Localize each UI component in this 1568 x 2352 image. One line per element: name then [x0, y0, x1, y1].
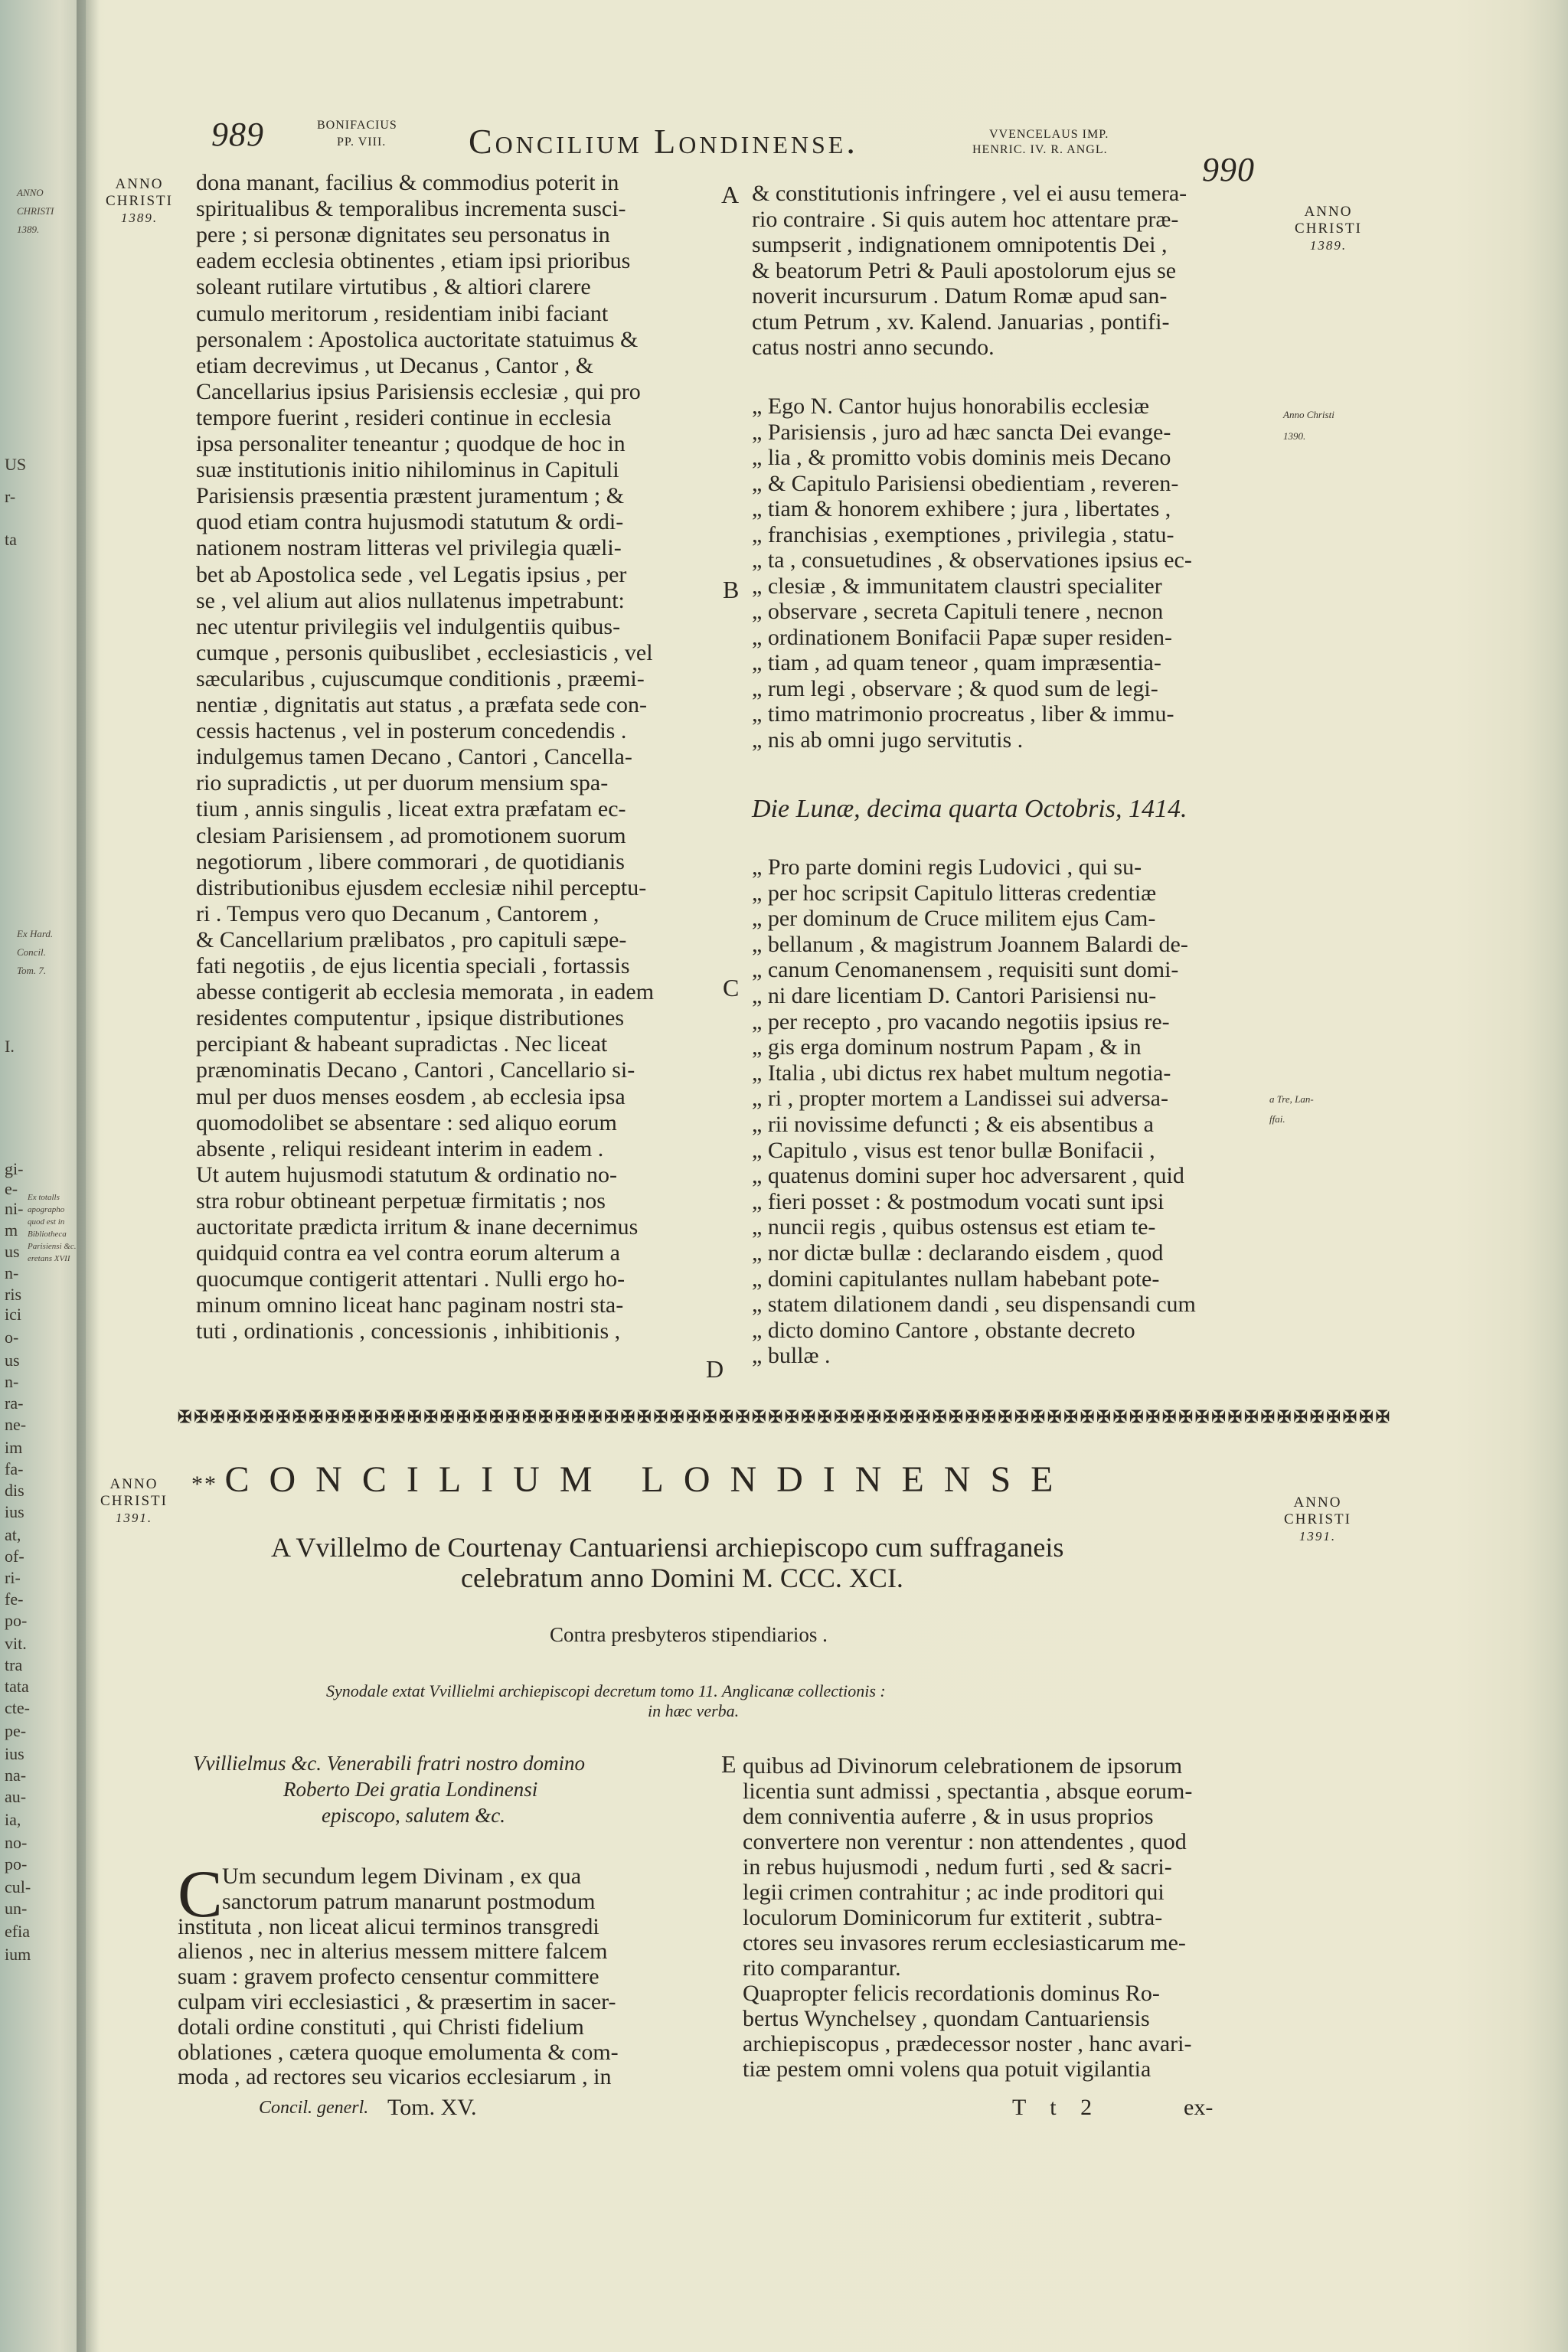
text-line: quomodolibet se absentare : sed aliquo eorum — [196, 1109, 617, 1135]
text-line: in rebus hujusmodi , nedum furti , sed & sacri- — [743, 1854, 1172, 1880]
page-number-left: 989 — [211, 116, 264, 153]
text-line: convertere non verentur : non attendentes , quod — [743, 1829, 1187, 1854]
text-line: culpam viri ecclesiastici , & præsertim in sacer- — [178, 1989, 616, 2014]
text-line: prænominatis Decano , Cantori , Cancellario si- — [196, 1057, 635, 1083]
text-line: „ fieri posset : & postmodum vocati sunt ipsi — [752, 1188, 1165, 1214]
text-line: sæcularibus , cujuscumque conditionis , præemi- — [196, 665, 645, 691]
letter-salutation-2: Roberto Dei gratia Londinensi — [283, 1778, 538, 1801]
text-line: quibus ad Divinorum celebrationem de ipsorum — [743, 1753, 1183, 1779]
margin-note-year: 1390. — [1283, 430, 1306, 442]
section-letter-b: B — [723, 576, 740, 603]
text-line: licentia sunt admissi , spectantia , absque eorum- — [743, 1779, 1193, 1804]
text-line: ctum Petrum , xv. Kalend. Januarias , pontifi- — [752, 309, 1170, 335]
text-line: „ ri , propter mortem a Landissei sui adversa- — [752, 1086, 1168, 1112]
text-line: „ per dominum de Cruce militem ejus Cam- — [752, 906, 1156, 932]
facing-page-fragment: at, — [5, 1525, 21, 1544]
facing-page-fragment: tata — [5, 1677, 29, 1696]
catchword: ex- — [1184, 2095, 1214, 2120]
text-line: nationem nostram litteras vel privilegia quæli- — [196, 535, 622, 561]
text-line: „ lia , & promitto vobis dominis meis Decano — [752, 445, 1171, 470]
facing-page-fragment: na- — [5, 1766, 27, 1785]
text-line: „ observare , secreta Capituli tenere , necnon — [752, 599, 1164, 624]
facing-page-fragment: gi- — [5, 1159, 24, 1178]
text-line: residentes computentur , ipsique distributiones — [196, 1005, 625, 1031]
text-line: „ canum Cenomanensem , requisiti sunt domi- — [752, 957, 1179, 983]
ornament-rule: ✠✠✠✠✠✠✠✠✠✠✠✠✠✠✠✠✠✠✠✠✠✠✠✠✠✠✠✠✠✠✠✠✠✠✠✠✠✠✠✠✠✠✠✠✠✠✠✠✠✠✠✠✠✠✠✠✠✠✠✠✠✠✠✠✠✠✠✠✠✠✠✠✠✠ — [178, 1407, 1393, 1426]
facing-page-fragment: po- — [5, 1611, 28, 1630]
facing-page-fragment: po- — [5, 1854, 28, 1873]
text-line: „ tiam , ad quam teneor , quam impræsentia- — [752, 650, 1161, 675]
letter-salutation-3: episcopo, salutem &c. — [322, 1804, 505, 1827]
council-title — [191, 1459, 1263, 1501]
facing-page-fragment: pe- — [5, 1721, 27, 1740]
text-line: ipsa personaliter teneantur ; quodque de hoc in — [196, 431, 626, 456]
margin-anno-right — [1286, 204, 1370, 254]
facing-page-fragment: ANNO — [17, 187, 44, 198]
footer-tome: Tom. XV. — [387, 2095, 477, 2120]
council-title-mark: ** — [191, 1472, 225, 1497]
text-line: personalem : Apostolica auctoritate statuimus & — [196, 326, 639, 352]
text-line: „ rii novissime defuncti ; & eis absentibus a — [752, 1112, 1154, 1137]
text-line: catus nostri anno secundo. — [752, 335, 995, 360]
text-line: „ Capitulo , visus est tenor bullæ Bonifacii , — [752, 1137, 1155, 1163]
facing-page-fragment: cte- — [5, 1698, 30, 1717]
synodal-note-1: Synodale extat Vvillielmi archiepiscopi decretum tomo 11. Anglicanæ collectionis : — [326, 1681, 886, 1700]
header-pope: BONIFACIUS — [317, 119, 397, 132]
facing-page-note: Bibliotheca — [28, 1230, 67, 1239]
text-line: ri . Tempus vero quo Decanum , Cantorem , — [196, 900, 599, 926]
margin-anno-word: ANNO — [1304, 204, 1353, 220]
text-line: oblationes , cætera quoque emolumenta & com- — [178, 2039, 619, 2065]
text-line: mul per duos menses eosdem , ab ecclesia ipsa — [196, 1083, 626, 1109]
text-line: „ ta , consuetudines , & observationes ipsius ec- — [752, 547, 1192, 573]
text-line: sumpserit , indignationem omnipotentis Dei , — [752, 232, 1168, 257]
text-line: „ dicto domino Cantore , obstante decreto — [752, 1317, 1135, 1343]
text-line: dem conniventia auferre , & in usus proprios — [743, 1804, 1154, 1829]
facing-page-fragment: ri- — [5, 1568, 21, 1587]
text-line: dona manant, facilius & commodius poterit in — [196, 170, 619, 195]
text-line: „ quatenus domini super hoc adversarent , quid — [752, 1163, 1184, 1189]
facing-page-fragment: ium — [5, 1945, 31, 1964]
facing-page-fragment: ia, — [5, 1810, 21, 1829]
text-line: rio contraire . Si quis autem hoc attentare præ- — [752, 206, 1179, 232]
book-gutter — [77, 0, 100, 2352]
text-line: nec utentur privilegiis vel indulgentiis quibus- — [196, 613, 621, 639]
text-line: alienos , nec in alterius messem mittere falcem — [178, 1939, 608, 1965]
text-line: „ ni dare licentiam D. Cantori Parisiensi nu- — [752, 983, 1157, 1008]
text-line: „ statem dilationem dandi , seu dispensandi cum — [752, 1292, 1196, 1318]
facing-page-note: quod est in — [28, 1217, 65, 1227]
text-line: moda , ad rectores seu vicarios ecclesiarum , in — [178, 2064, 612, 2090]
facing-page-fragment: ius — [5, 1502, 24, 1521]
date-heading: Die Lunæ, decima quarta Octobris, 1414. — [752, 795, 1187, 823]
text-line: suam : gravem profecto censentur committere — [178, 1964, 599, 1990]
text-line: „ domini capitulantes nullam habebant pote- — [752, 1266, 1160, 1292]
text-line: suæ institutionis initio nihilominus in Capituli — [196, 457, 619, 483]
facing-page-fragment: im — [5, 1438, 23, 1457]
text-line: tuti , ordinationis , concessionis , inhibitionis , — [196, 1318, 621, 1344]
letter-salutation-1: Vvillielmus &c. Venerabili fratri nostro domino — [193, 1752, 585, 1775]
margin-christi-word: CHRISTI — [106, 193, 173, 209]
text-line: „ rum legi , observare ; & quod sum de legi- — [752, 675, 1158, 701]
text-line: abesse contigerit ab ecclesia memorata , in eadem — [196, 979, 655, 1005]
text-line: eadem ecclesia obtinentes , etiam ipsi prioribus — [196, 248, 631, 274]
facing-page-fragment: of- — [5, 1547, 24, 1566]
facing-page-fragment: cul- — [5, 1877, 31, 1896]
page-number-right: 990 — [1202, 151, 1255, 188]
text-line: auctoritate prædicta irritum & inane decernimus — [196, 1214, 639, 1240]
facing-page-fragment: ici — [5, 1305, 21, 1324]
text-line: spiritualibus & temporalibus incrementa susci- — [196, 196, 626, 222]
facing-page-fragment: ra- — [5, 1393, 24, 1413]
facing-page-fragment: n- — [5, 1372, 19, 1391]
text-line: „ nis ab omni jugo servitutis . — [752, 727, 1024, 753]
facing-page-note: eretans XVII — [28, 1254, 70, 1263]
text-line: stra robur obtineant perpetuæ firmitatis ; nos — [196, 1187, 606, 1214]
facing-page-fragment: e- — [5, 1179, 18, 1198]
facing-page-note: Ex totalls — [28, 1193, 60, 1202]
facing-page-fragment: Ex Hard. — [17, 928, 54, 939]
text-line: „ timo matrimonio procreatus , liber & immu- — [752, 701, 1174, 727]
facing-page-fragment: m — [5, 1220, 18, 1240]
text-line: „ nor dictæ bullæ : declarando eisdem , quod — [752, 1240, 1164, 1266]
margin-anno-word: ANNO — [1293, 1494, 1342, 1511]
text-line: clesiam Parisiensem , ad promotionem suorum — [196, 822, 626, 848]
facing-page-fragment: CHRISTI — [17, 205, 54, 217]
text-line: distributionibus ejusdem ecclesiæ nihil perceptu- — [196, 874, 647, 900]
text-line: bet ab Apostolica sede , vel Legatis ipsius , per — [196, 561, 627, 587]
text-line: indulgemus tamen Decano , Cantori , Cancella- — [196, 744, 632, 770]
facing-page-fragment: us — [5, 1242, 20, 1261]
text-line: noverit incursurum . Datum Romæ apud san- — [752, 283, 1168, 309]
header-emperor: VVENCELAUS IMP. — [989, 128, 1109, 141]
council-topic: Contra presbyteros stipendiarios . — [550, 1623, 828, 1646]
margin-year: 1389. — [120, 211, 158, 225]
text-line: quocumque contigerit attentari . Nulli ergo ho- — [196, 1266, 626, 1292]
header-pope-title: PP. VIII. — [337, 136, 387, 149]
text-line: „ Ego N. Cantor hujus honorabilis ecclesiæ — [752, 394, 1150, 419]
margin-note-anno-christi: Anno Christi — [1283, 409, 1334, 420]
text-line: cumque , personis quibuslibet , ecclesiasticis , vel — [196, 639, 653, 665]
facing-page-fragment: Concil. — [17, 946, 46, 958]
text-line: Um secundum legem Divinam , ex qua — [222, 1864, 582, 1889]
drop-capital: C — [178, 1857, 223, 1932]
facing-page-fragment: fa- — [5, 1459, 24, 1478]
text-line: tiæ pestem omni volens qua potuit vigilantia — [743, 2056, 1152, 2082]
text-line: „ bullæ . — [752, 1343, 831, 1369]
margin-anno-word: ANNO — [109, 1476, 158, 1492]
facing-page-fragment: ta — [5, 530, 17, 549]
text-line: „ per recepto , pro vacando negotiis ipsius re- — [752, 1008, 1170, 1034]
text-line: rito comparantur. — [743, 1955, 901, 1981]
margin-christi-word: CHRISTI — [1295, 220, 1362, 237]
facing-page-fragment: fe- — [5, 1589, 24, 1609]
council-subtitle-1: A Vvillelmo de Courtenay Cantuariensi archiepiscopo cum suffraganeis — [271, 1532, 1064, 1563]
margin-christi-word: CHRISTI — [1284, 1511, 1351, 1527]
text-line: „ Parisiensis , juro ad hæc sancta Dei evange- — [752, 419, 1171, 445]
facing-page-fragment: ne- — [5, 1415, 27, 1434]
facing-page-fragment: o- — [5, 1328, 19, 1347]
text-line: „ tiam & honorem exhibere ; jura , libertates , — [752, 496, 1171, 521]
facing-page-fragment: US — [5, 455, 27, 474]
text-line: & constitutionis infringere , vel ei ausu temera- — [752, 181, 1187, 206]
facing-page-fragment: un- — [5, 1899, 28, 1918]
text-line: & beatorum Petri & Pauli apostolorum ejus se — [752, 257, 1177, 283]
text-line: „ bellanum , & magistrum Joannem Balardi de- — [752, 931, 1188, 957]
text-line: loculorum Dominicorum fur extiterit , subtra- — [743, 1905, 1163, 1930]
text-line: „ franchisias , exemptiones , privilegia , statu- — [752, 521, 1174, 547]
margin-anno-left — [96, 176, 182, 227]
text-line: Parisiensis præsentia præstent juramentum ; & — [196, 483, 625, 509]
running-title: Concilium Londinense. — [469, 122, 858, 161]
signature-mark: T t 2 — [1012, 2095, 1102, 2120]
header-king: HENRIC. IV. R. ANGL. — [972, 143, 1108, 156]
margin-note-tres-2: ffai. — [1269, 1113, 1285, 1125]
synodal-note-2: in hæc verba. — [648, 1701, 740, 1720]
text-line: „ Italia , ubi dictus rex habet multum negotia- — [752, 1060, 1171, 1086]
facing-page-fragment: n- — [5, 1263, 19, 1282]
text-line: fati negotiis , de ejus licentia speciali , fortassis — [196, 953, 630, 978]
text-line: „ per hoc scripsit Capitulo litteras credentiæ — [752, 880, 1157, 906]
margin-year: 1389. — [1309, 238, 1348, 253]
facing-page-fragment: au- — [5, 1787, 27, 1806]
text-line: sanctorum patrum manarunt postmodum — [222, 1888, 596, 1914]
council-subtitle-2: celebratum anno Domini M. CCC. XCI. — [461, 1563, 903, 1593]
facing-page-note: apographo — [28, 1205, 65, 1214]
text-line: instituta , non liceat alicui terminos transgredi — [178, 1913, 599, 1939]
council-title-text: CONCILIUM LONDINENSE — [224, 1459, 1073, 1500]
margin-anno-right-1391 — [1276, 1494, 1360, 1545]
text-line: quidquid contra ea vel contra eorum alterum a — [196, 1240, 620, 1266]
margin-year: 1391. — [1298, 1529, 1337, 1544]
section-letter-c: C — [723, 974, 740, 1001]
facing-page-fragment: tra — [5, 1655, 23, 1674]
text-line: „ clesiæ , & immunitatem claustri specialiter — [752, 573, 1162, 599]
text-line: „ & Capitulo Parisiensi obedientiam , reveren- — [752, 470, 1179, 496]
facing-page-fragment: dis — [5, 1481, 24, 1500]
text-line: nentiæ , dignitatis aut status , a præfata sede con- — [196, 692, 648, 717]
margin-note-tres: a Tre, Lan- — [1269, 1093, 1314, 1105]
text-line: tium , annis singulis , liceat extra præfatam ec- — [196, 796, 626, 822]
section-letter-d: D — [706, 1355, 724, 1383]
text-line: legii crimen contrahitur ; ac inde proditori qui — [743, 1880, 1165, 1905]
margin-christi-word: CHRISTI — [100, 1493, 168, 1509]
text-line: minum omnino liceat hanc paginam nostri sta- — [196, 1292, 624, 1318]
text-line: „ nuncii regis , quibus ostensus est etiam te- — [752, 1214, 1156, 1240]
facing-page-fragment: vit. — [5, 1634, 27, 1653]
text-line: ctores seu invasores rerum ecclesiasticarum me- — [743, 1930, 1186, 1955]
text-line: Ut autem hujusmodi statutum & ordinatio no- — [196, 1161, 617, 1187]
text-line: tempore fuerint , resideri continue in ecclesia — [196, 404, 612, 430]
text-line: cessis hactenus , vel in posterum concedendis . — [196, 718, 627, 744]
text-line: bertus Wynchelsey , quondam Cantuariensis — [743, 2006, 1150, 2031]
facing-page-fragment: ris — [5, 1285, 21, 1304]
facing-page-fragment: us — [5, 1351, 20, 1370]
text-line: Cancellarius ipsius Parisiensis ecclesiæ , qui pro — [196, 378, 641, 404]
margin-anno-word: ANNO — [115, 176, 164, 192]
facing-page-note: Parisiensi &c. — [28, 1242, 77, 1251]
text-line: cumulo meritorum , residentiam inibi faciant — [196, 300, 609, 326]
margin-anno-left-1391 — [92, 1476, 176, 1527]
section-letter-e: E — [721, 1750, 737, 1778]
text-line: quod etiam contra hujusmodi statutum & ordi- — [196, 509, 624, 535]
text-line: absente , reliqui resideant interim in eadem . — [196, 1135, 604, 1161]
facing-page-fragment: r- — [5, 487, 16, 506]
facing-page-fragment: 1389. — [17, 224, 40, 235]
text-line: se , vel alium aut alios nullatenus impetrabunt: — [196, 587, 625, 613]
text-line: dotali ordine constituti , qui Christi fidelium — [178, 2014, 584, 2040]
text-line: etiam decrevimus , ut Decanus , Cantor , & — [196, 352, 594, 378]
text-line: soleant rutilare virtutibus , & altiori clarere — [196, 274, 591, 300]
facing-page-fragment: Tom. 7. — [17, 965, 47, 976]
facing-page-fragment: no- — [5, 1833, 28, 1852]
text-line: „ Pro parte domini regis Ludovici , qui su- — [752, 854, 1142, 880]
margin-year: 1391. — [115, 1511, 153, 1525]
text-line: & Cancellarium prælibatos , pro capituli sæpe- — [196, 926, 627, 952]
text-line: pere ; si personæ dignitates seu personatus in — [196, 222, 610, 248]
facing-page-fragment: ius — [5, 1744, 24, 1763]
text-line: negotiorum , libere commorari , de quotidianis — [196, 848, 625, 874]
section-letter-a: A — [721, 181, 740, 208]
text-line: Quapropter felicis recordationis dominus Ro- — [743, 1981, 1160, 2006]
footer-concil: Concil. generl. — [259, 2098, 369, 2118]
text-line: „ gis erga dominum nostrum Papam , & in — [752, 1034, 1142, 1060]
text-line: archiepiscopus , prædecessor noster , hanc avari- — [743, 2031, 1192, 2056]
text-line: „ ordinationem Bonifacii Papæ super residen- — [752, 624, 1173, 650]
facing-page-fragment: ni- — [5, 1199, 24, 1218]
text-line: rio supradictis , ut per duorum mensium spa- — [196, 770, 609, 796]
text-line: percipiant & habeant supradictas . Nec liceat — [196, 1031, 608, 1057]
facing-page-fragment: I. — [5, 1037, 15, 1056]
facing-page-fragment: efia — [5, 1922, 30, 1941]
